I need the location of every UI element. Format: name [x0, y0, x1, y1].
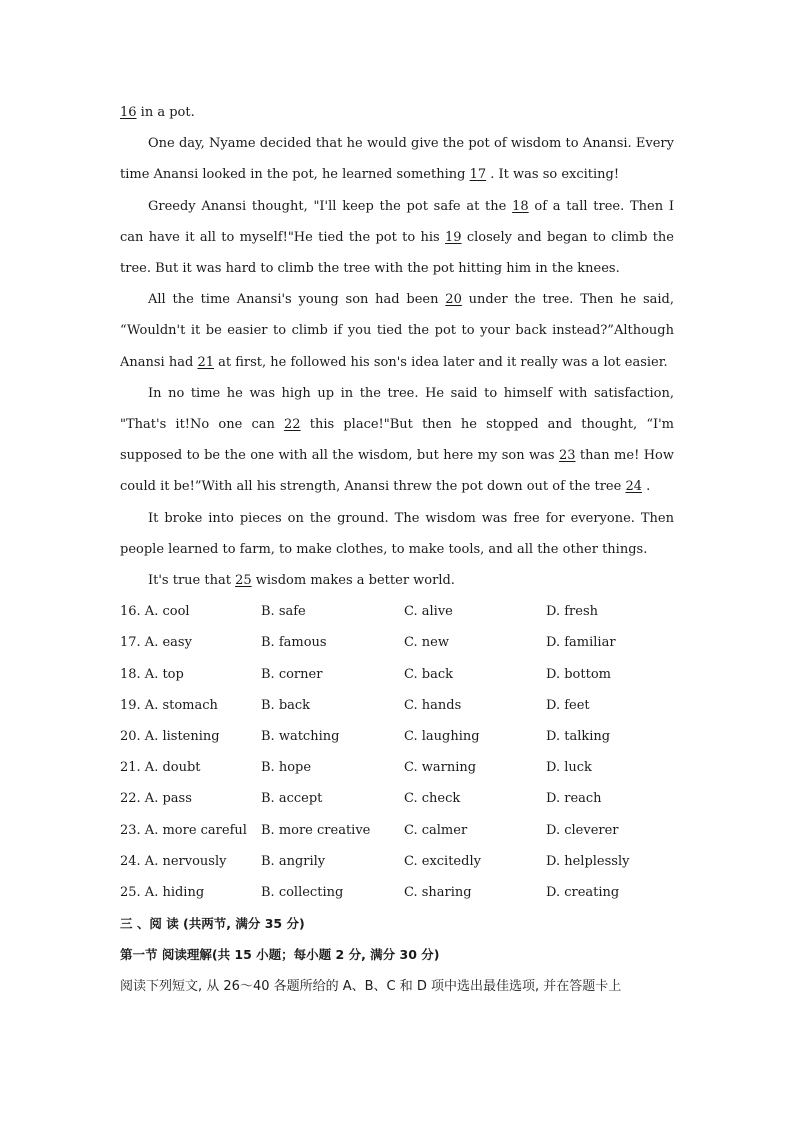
- option-b: B. more creative: [261, 822, 371, 838]
- passage-text: .: [641, 479, 651, 495]
- option-c: C. new: [404, 635, 449, 651]
- blank-22: 22: [284, 417, 301, 433]
- option-d: D. familiar: [546, 635, 616, 651]
- answer-options: [120, 596, 674, 908]
- passage-text: this place!"But then he stopped and thought, “I'm supposed to be the one with all the wisdom, but here my son was: [120, 417, 674, 464]
- option-a: 18. A. top: [120, 666, 184, 682]
- option-d: D. luck: [546, 760, 592, 776]
- option-a: 17. A. easy: [120, 635, 192, 651]
- option-b: B. corner: [261, 666, 323, 682]
- option-a: 16. A. cool: [120, 604, 190, 620]
- option-b: B. accept: [261, 791, 323, 807]
- option-c: C. excitedly: [404, 853, 481, 869]
- option-row-22: [120, 783, 674, 814]
- document-page: [120, 97, 674, 1002]
- blank-17: 17: [469, 167, 487, 183]
- blank-25: 25: [235, 573, 252, 589]
- passage-text: under the tree. Then he said, “Wouldn't it be easier to climb if you tied the pot to your back instead?”Although Anansi had: [120, 292, 674, 370]
- passage-text: Greedy Anansi thought, "I'll keep the pot safe at the: [148, 198, 513, 214]
- passage-text: of a tall tree. Then I can have it all to myself!"He tied the pot to his: [120, 198, 674, 245]
- option-a: 20. A. listening: [120, 729, 220, 744]
- option-row-18: [120, 659, 674, 690]
- blank-18: 18: [512, 198, 529, 214]
- blank-20: 20: [445, 292, 462, 308]
- option-b: B. back: [261, 697, 311, 713]
- option-c: C. hands: [404, 697, 462, 713]
- blank-24: 24: [625, 479, 642, 495]
- passage-paragraph-5: [120, 503, 674, 565]
- option-row-23: [120, 815, 674, 846]
- passage-fragment: [120, 97, 674, 128]
- passage-paragraph-6: [120, 565, 674, 596]
- option-row-25: [120, 877, 674, 908]
- passage-text: at first, he followed his son's idea later and it really was a lot easier.: [213, 354, 668, 370]
- section-heading: 三 、阅 读 (共两节, 满分 35 分): [120, 916, 305, 932]
- option-a: 24. A. nervously: [120, 853, 227, 869]
- passage-text: In no time he was high up in the tree. He said to himself with satisfaction, "That's it!No one can: [120, 385, 674, 433]
- option-row-20: [120, 721, 674, 752]
- passage-paragraph-1: [120, 128, 674, 190]
- option-b: B. safe: [261, 604, 306, 620]
- blank-16: 16: [120, 105, 137, 120]
- passage-text: All the time Anansi's young son had been: [148, 292, 446, 308]
- option-a: 23. A. more careful: [120, 822, 247, 838]
- option-c: C. warning: [404, 760, 477, 776]
- option-d: D. reach: [546, 791, 602, 807]
- passage-text: in a pot.: [136, 105, 195, 120]
- passage-text: wisdom makes a better world.: [251, 573, 455, 589]
- option-c: C. laughing: [404, 729, 480, 744]
- option-c: C. back: [404, 666, 453, 682]
- option-b: B. hope: [261, 760, 312, 776]
- passage-text: It's true that: [148, 573, 236, 589]
- blank-23: 23: [558, 448, 576, 464]
- passage-text: One day, Nyame decided that he would give the pot of wisdom to Anansi. Every time Anansi looked in the pot, he learned something: [120, 136, 674, 183]
- option-d: D. fresh: [546, 604, 598, 620]
- blank-21: 21: [197, 354, 214, 370]
- option-c: C. alive: [404, 604, 453, 620]
- passage-text: . It was so exciting!: [486, 167, 620, 183]
- passage-paragraph-3: [120, 284, 674, 378]
- passage-text: closely and began to climb the tree. But it was hard to climb the tree with the pot hitting him in the knees.: [120, 229, 674, 277]
- option-b: B. angrily: [261, 853, 326, 869]
- passage-text: than me! How could it be!”With all his strength, Anansi threw the pot down out of the tree: [120, 448, 674, 495]
- option-b: B. collecting: [261, 884, 344, 900]
- option-d: D. bottom: [546, 666, 611, 682]
- option-d: D. talking: [546, 729, 611, 744]
- option-c: C. calmer: [404, 822, 468, 838]
- passage-paragraph-2: [120, 191, 674, 285]
- passage-paragraph-4: [120, 378, 674, 503]
- option-a: 19. A. stomach: [120, 697, 218, 713]
- passage-text: It broke into pieces on the ground. The wisdom was free for everyone. Then people learned to farm, to make clothes, to make tools, and all the other things.: [120, 510, 674, 557]
- option-a: 22. A. pass: [120, 791, 192, 807]
- option-a: 25. A. hiding: [120, 884, 205, 900]
- section-instruction: 阅读下列短文, 从 26～40 各题所给的 A、B、C 和 D 项中选出最佳选项, 并在答题卡上: [120, 978, 622, 994]
- blank-19: 19: [444, 229, 462, 245]
- option-row-19: [120, 690, 674, 721]
- section-subheading: 第一节 阅读理解(共 15 小题；每小题 2 分, 满分 30 分): [120, 947, 440, 963]
- option-row-24: [120, 846, 674, 877]
- option-a: 21. A. doubt: [120, 760, 201, 776]
- option-c: C. sharing: [404, 884, 472, 900]
- option-row-16: [120, 596, 674, 627]
- option-row-17: [120, 627, 674, 658]
- option-d: D. helplessly: [546, 853, 630, 869]
- option-d: D. cleverer: [546, 822, 619, 838]
- option-d: D. creating: [546, 884, 620, 900]
- option-row-21: [120, 752, 674, 783]
- option-c: C. check: [404, 791, 461, 807]
- option-b: B. watching: [261, 729, 340, 744]
- option-d: D. feet: [546, 697, 590, 713]
- option-b: B. famous: [261, 635, 327, 651]
